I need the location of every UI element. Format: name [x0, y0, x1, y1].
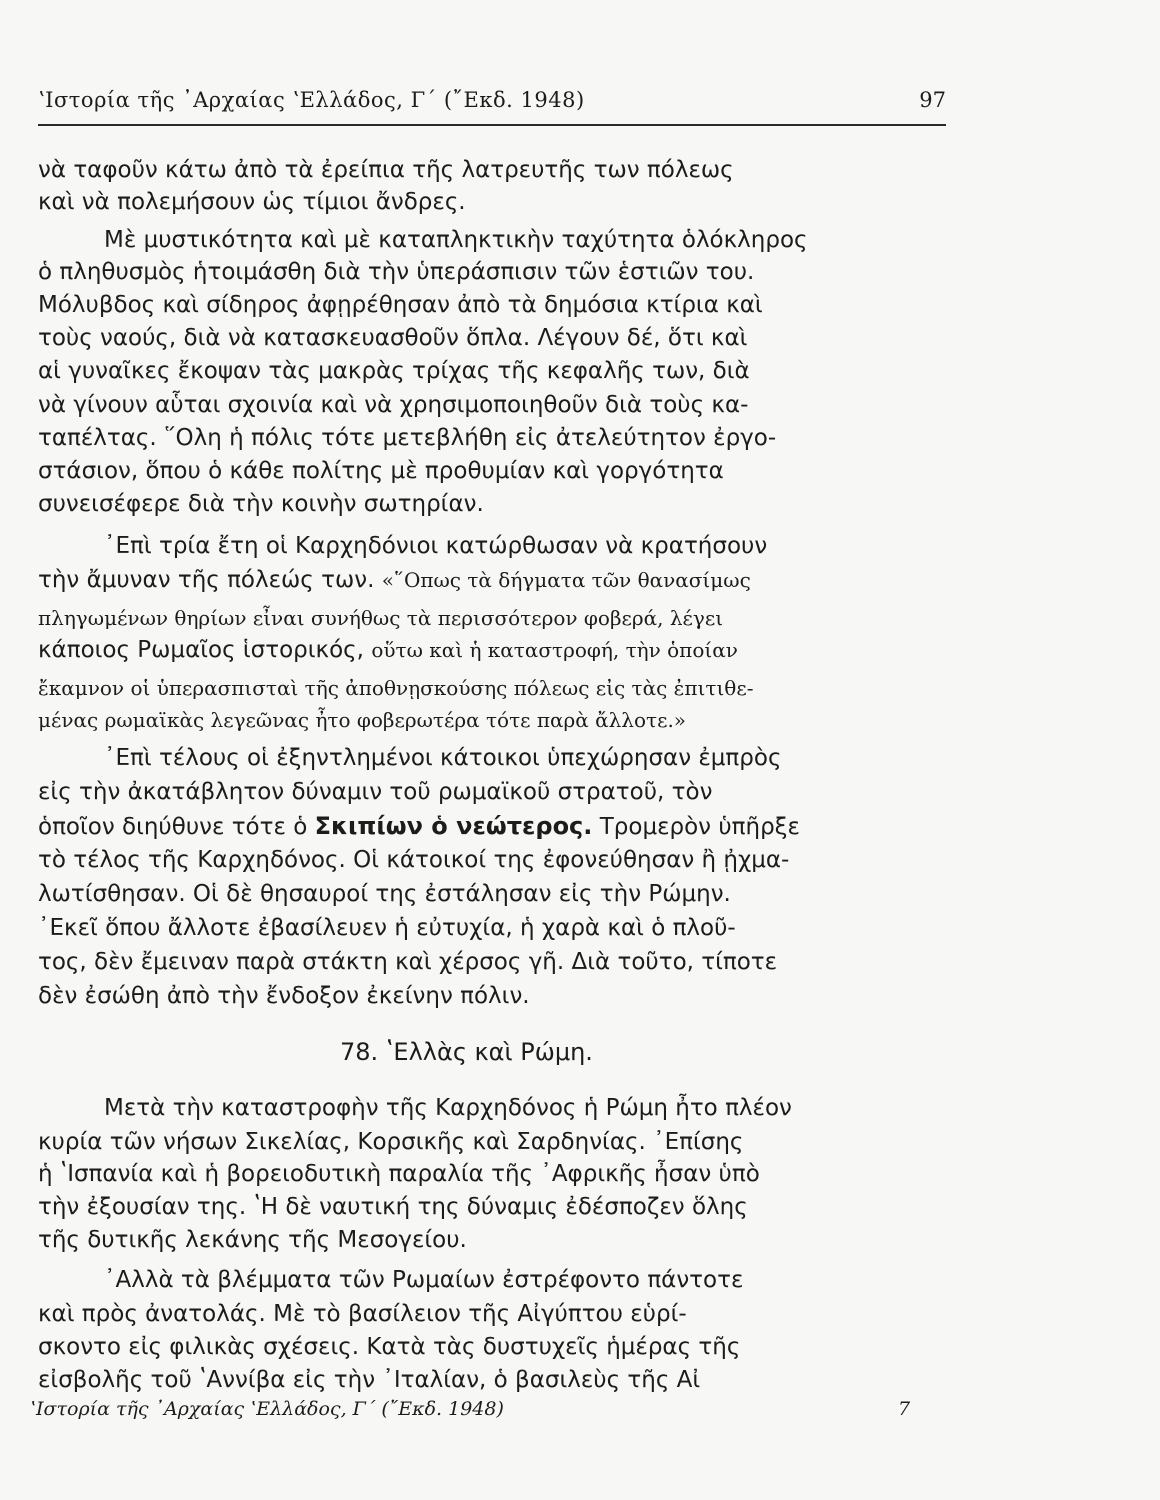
quotation-line: ἔκαμνον οἱ ὑπερασπισταὶ τῆς ἀποθνῃσκούσης πόλεως εἰς τὰς ἐπιτιθε- [38, 676, 754, 700]
text-line: δὲν ἐσώθη ἀπὸ τὴν ἔνδοξον ἐκείνην πόλιν. [38, 983, 530, 1009]
text-line: στάσιον, ὅπου ὁ κάθε πολίτης μὲ προθυμίαν καὶ γοργότητα [38, 458, 724, 484]
header-title: ʽΙστορία τῆς ᾿Αρχαίας ʽΕλλάδος, Γ΄ (῎Εκδ. 1948) [38, 88, 585, 112]
text-line: Μόλυβδος καὶ σίδηρος ἀφῃρέθησαν ἀπὸ τὰ δημόσια κτίρια καὶ [38, 292, 763, 318]
text-line: τὴν ἐξουσίαν της. ʽΗ δὲ ναυτική της δύναμις ἐδέσποζεν ὅλης [38, 1194, 748, 1220]
text-line: συνεισέφερε διὰ τὴν κοινὴν σωτηρίαν. [38, 491, 484, 517]
text-line: ἡ ʽΙσπανία καὶ ἡ βορειοδυτικὴ παραλία τῆς ᾿Αφρικῆς ἦσαν ὑπὸ [38, 1161, 760, 1187]
text-line: τοὺς ναούς, διὰ νὰ κατασκευασθοῦν ὅπλα. Λέγουν δέ, ὅτι καὶ [38, 325, 748, 351]
emphasized-name: Σκιπίων ὁ νεώτερος. [314, 812, 593, 840]
text-span: ὁποῖον διηύθυνε τότε ὁ [38, 814, 308, 840]
text-line [38, 562, 751, 598]
text-line: καὶ νὰ πολεμήσουν ὡς τίμιοι ἄνδρες. [38, 189, 466, 215]
text-line: ᾿Εκεῖ ὅπου ἄλλοτε ἐβασίλευεν ἡ εὐτυχία, ἡ χαρὰ καὶ ὁ πλοῦ- [38, 915, 736, 941]
text-line: ὁ πληθυσμὸς ἡτοιμάσθη διὰ τὴν ὑπεράσπισιν τῶν ἑστιῶν του. [38, 259, 755, 285]
text-line: τὸ τέλος τῆς Καρχηδόνος. Οἱ κάτοικοί της ἐφονεύθησαν ἢ ᾐχμα- [38, 847, 790, 873]
page-number: 97 [919, 88, 946, 112]
text-line [38, 808, 800, 844]
text-span: Τρομερὸν ὑπῆρξε [599, 814, 800, 840]
signature-mark: 7 [898, 1398, 911, 1420]
text-line: ᾿Επὶ τρία ἔτη οἱ Καρχηδόνιοι κατώρθωσαν νὰ κρατήσουν [104, 533, 768, 559]
quotation-span: οὕτω καὶ ἡ καταστροφή, τὴν ὁποίαν [371, 638, 738, 662]
running-header [38, 84, 946, 126]
text-line: νὰ γίνουν αὗται σχοινία καὶ νὰ χρησιμοποιηθοῦν διὰ τοὺς κα- [38, 392, 749, 418]
text-line: αἱ γυναῖκες ἔκοψαν τὰς μακρὰς τρίχας τῆς κεφαλῆς των, διὰ [38, 358, 750, 384]
text-span: κάποιος Ρωμαῖος ἱστορικός, [38, 637, 364, 663]
text-line: κυρία τῶν νήσων Σικελίας, Κορσικῆς καὶ Σαρδηνίας. ᾿Επίσης [38, 1129, 744, 1155]
text-line: Μὲ μυστικότητα καὶ μὲ καταπληκτικὴν ταχύτητα ὁλόκληρος [104, 227, 808, 253]
text-line: σκοντο εἰς φιλικὰς σχέσεις. Κατὰ τὰς δυστυχεῖς ἡμέρας τῆς [38, 1334, 741, 1360]
quotation-start: «῞Οπως τὰ δήγματα τῶν θανασίμως [381, 568, 751, 592]
quotation-line: μένας ρωμαϊκὰς λεγεῶνας ἦτο φοβερωτέρα τότε παρὰ ἄλλοτε.» [38, 708, 687, 732]
text-line: νὰ ταφοῦν κάτω ἀπὸ τὰ ἐρείπια τῆς λατρευτῆς των πόλεως [38, 157, 734, 183]
text-line: εἰσβολῆς τοῦ ʽΑννίβα εἰς τὴν ᾿Ιταλίαν, ὁ βασιλεὺς τῆς Αἰ [38, 1367, 701, 1393]
quotation-line: πληγωμένων θηρίων εἶναι συνήθως τὰ περισσότερον φοβερά, λέγει [38, 606, 724, 630]
section-heading: 78. ʽΕλλὰς καὶ Ρώμη. [340, 1038, 593, 1066]
text-line: Μετὰ τὴν καταστροφὴν τῆς Καρχηδόνος ἡ Ρώμη ἦτο πλέον [104, 1095, 792, 1121]
text-span: τὴν ἄμυναν τῆς πόλεώς των. [38, 567, 375, 593]
text-line [38, 632, 738, 668]
text-line: λωτίσθησαν. Οἱ δὲ θησαυροί της ἐστάλησαν εἰς τὴν Ρώμην. [38, 881, 731, 907]
text-line: τος, δὲν ἔμειναν παρὰ στάκτη καὶ χέρσος γῆ. Διὰ τοῦτο, τίποτε [38, 949, 778, 975]
footer-title: ʽΙστορία τῆς ᾿Αρχαίας ʽΕλλάδος, Γ΄ (῎Εκδ. 1948) [30, 1398, 504, 1420]
text-line: ᾿Αλλὰ τὰ βλέμματα τῶν Ρωμαίων ἐστρέφοντο πάντοτε [104, 1267, 744, 1293]
text-line: ταπέλτας. ῞Ολη ἡ πόλις τότε μετεβλήθη εἰς ἀτελεύτητον ἐργο- [38, 425, 777, 451]
text-line: καὶ πρὸς ἀνατολάς. Μὲ τὸ βασίλειον τῆς Αἰγύπτου εὑρί- [38, 1301, 687, 1327]
text-line: τῆς δυτικῆς λεκάνης τῆς Μεσογείου. [38, 1227, 467, 1253]
text-line: εἰς τὴν ἀκατάβλητον δύναμιν τοῦ ρωμαϊκοῦ στρατοῦ, τὸν [38, 779, 713, 805]
text-line: ᾿Επὶ τέλους οἱ ἐξηντλημένοι κάτοικοι ὑπεχώρησαν ἐμπρὸς [104, 745, 782, 771]
